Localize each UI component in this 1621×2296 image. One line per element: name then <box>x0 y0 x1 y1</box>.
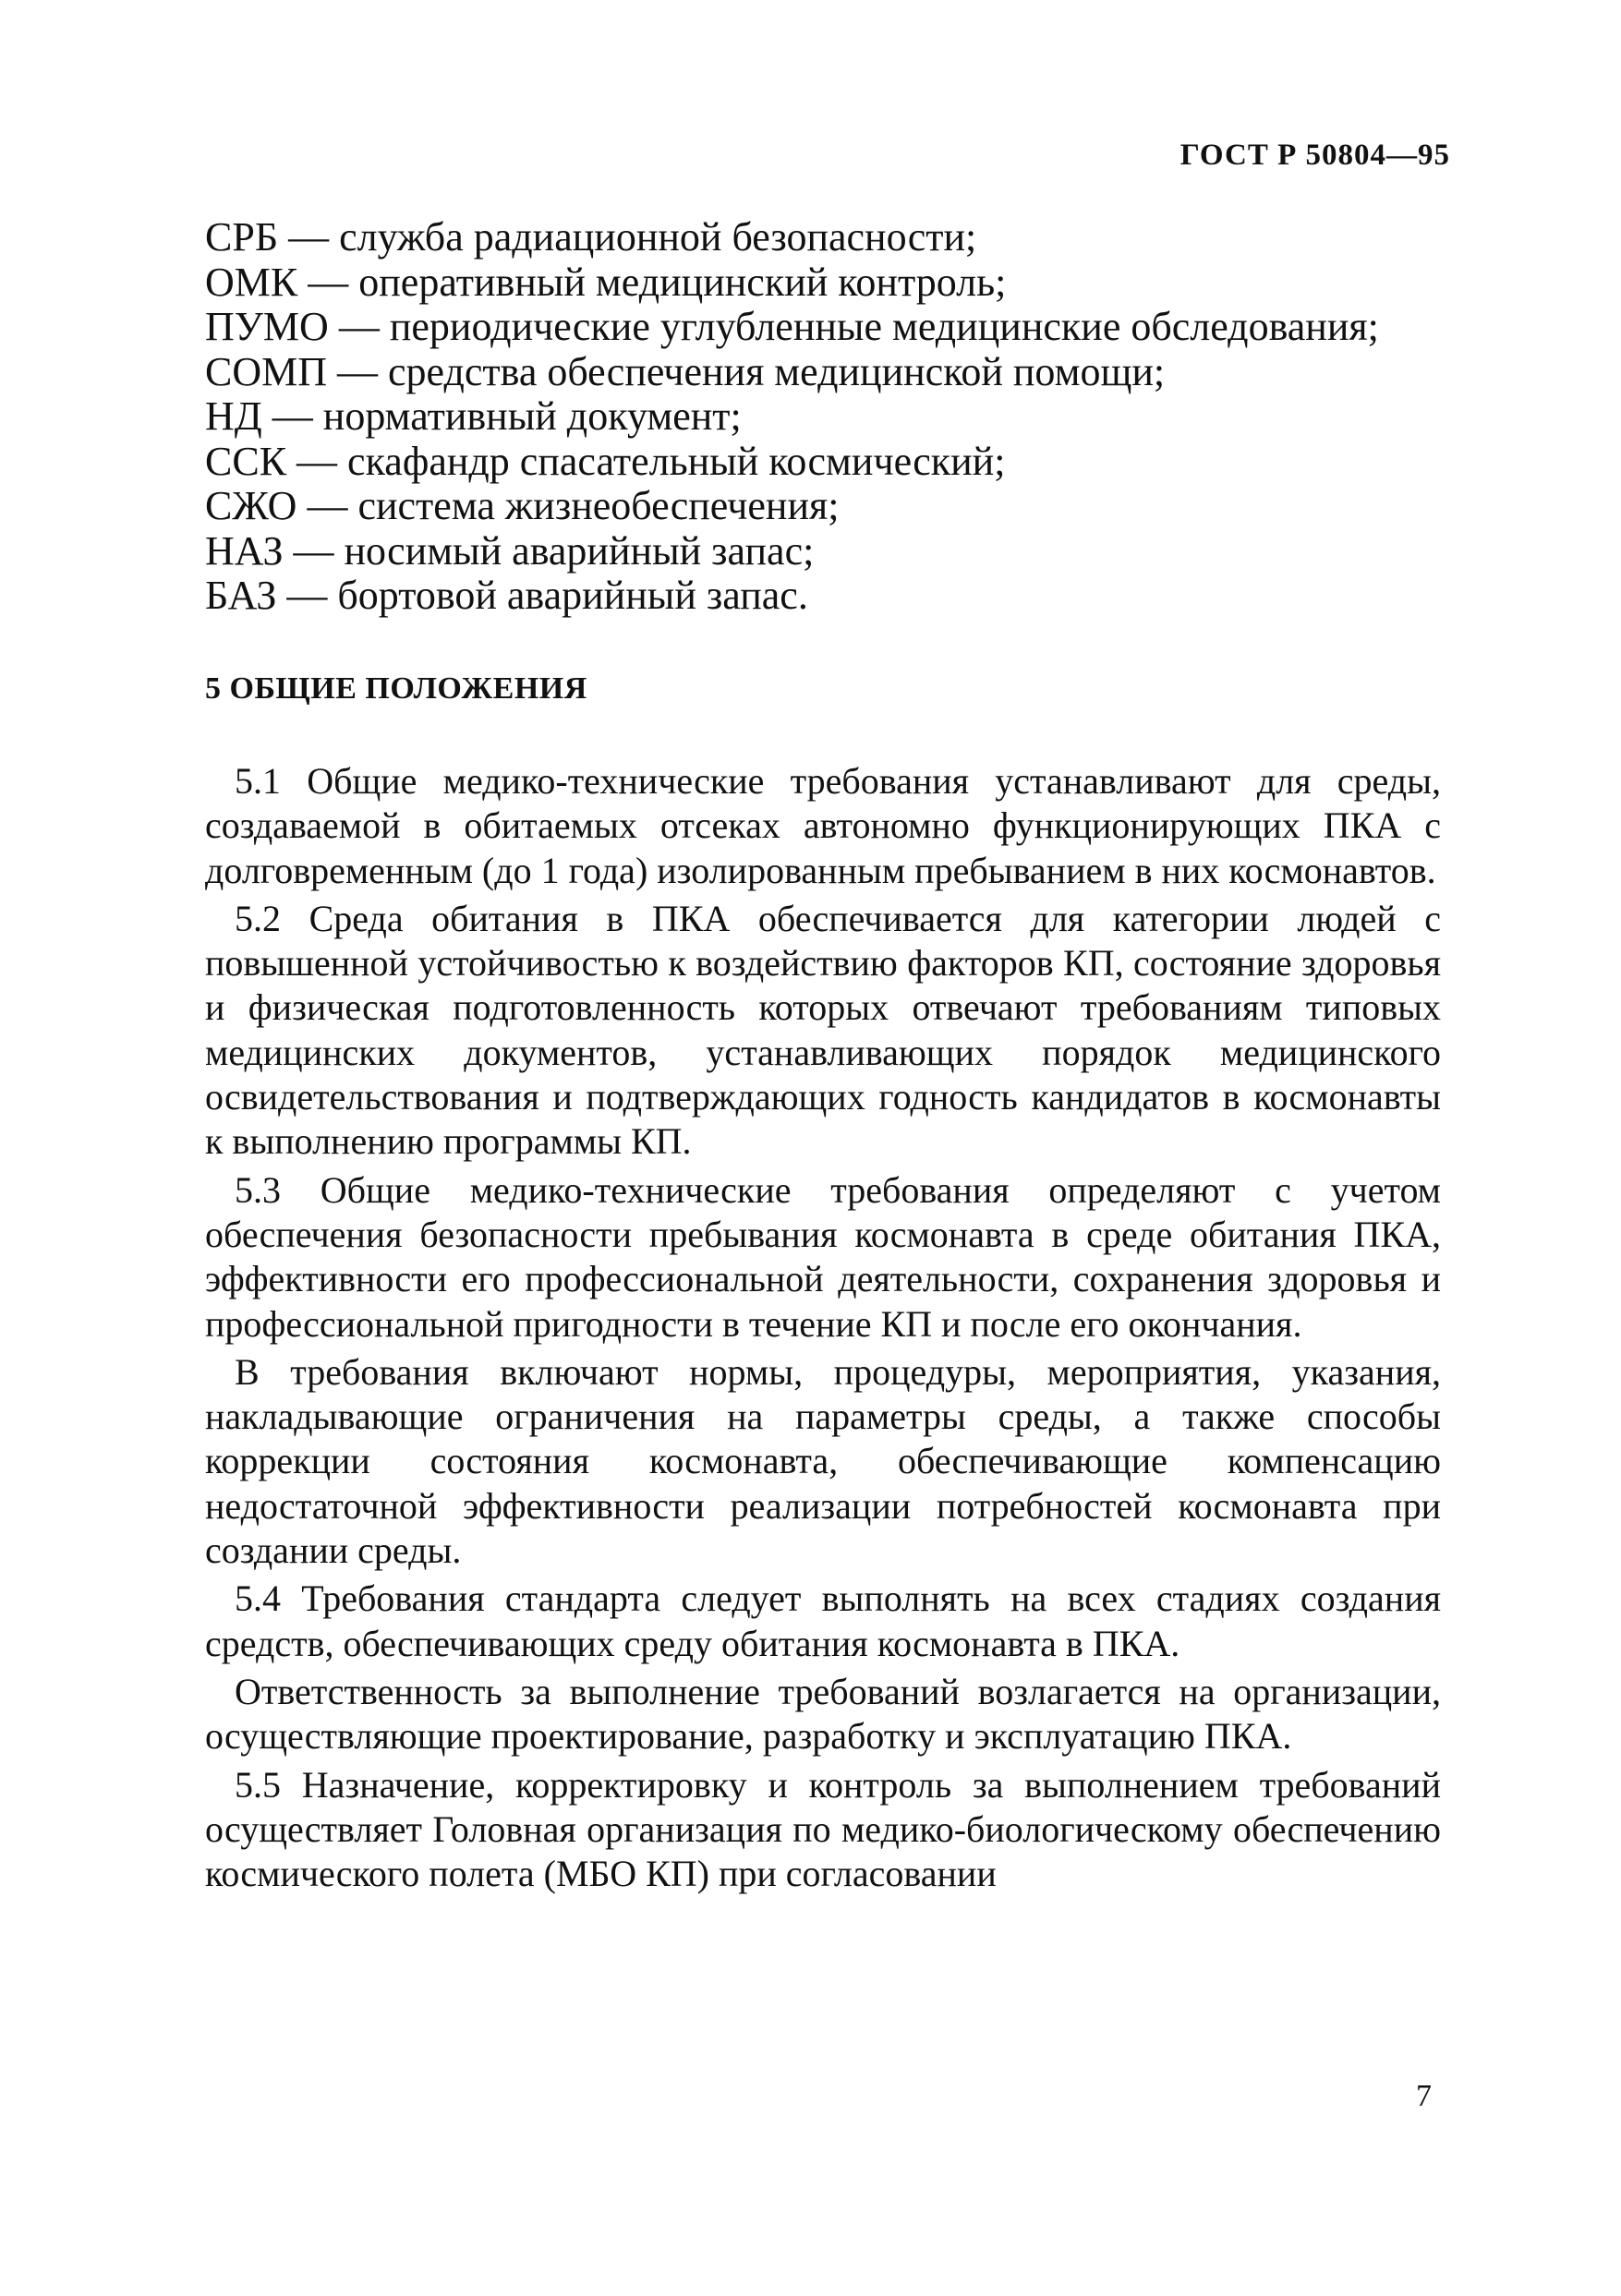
abbreviation-item: ПУМО — периодические углубленные медицинские обследования; <box>205 304 1379 349</box>
abbreviation-item: БАЗ — бортовой аварийный запас. <box>205 573 808 618</box>
paragraph-5-5: 5.5 Назначение, корректировку и контроль за выполнением требований осуществляет Головная организация по медико-биологическому обеспечению космического полета (МБО КП) при согласовании <box>205 1763 1441 1895</box>
abbreviation-list <box>205 215 1452 619</box>
document-code: ГОСТ Р 50804—95 <box>1179 139 1450 172</box>
paragraph-5-1: 5.1 Общие медико-технические требования устанавливают для среды, создаваемой в обитаемых отсеках автономно функционирующих ПКА с долговременным (до 1 года) изолированным пребыванием в них космонавтов. <box>205 760 1441 891</box>
abbreviation-item: ОМК — оперативный медицинский контроль; <box>205 259 1007 305</box>
section-body <box>205 759 1441 1900</box>
abbreviation-item: ССК — скафандр спасательный космический; <box>205 438 1006 484</box>
paragraph-5-2: 5.2 Среда обитания в ПКА обеспечивается для категории людей с повышенной устойчивостью к воздействию факторов КП, состояние здоровья и физическая подготовленность которых отвечают требованиям типовых медицинских документов, устанавливающих порядок медицинского освидетельствования и подтверждающих годность кандидатов в космонавты к выполнению программы КП. <box>205 897 1441 1163</box>
abbreviation-item: НАЗ — носимый аварийный запас; <box>205 527 815 574</box>
paragraph-5-3: 5.3 Общие медико-технические требования определяют с учетом обеспечения безопасности пребывания космонавта в среде обитания ПКА, эффективности его профессиональной деятельности, сохранения здоровья и профессиональной пригодности в течение КП и после его окончания. <box>205 1168 1441 1345</box>
page-number: 7 <box>1416 2079 1432 2113</box>
abbreviation-item: НД — нормативный документ; <box>205 393 742 439</box>
section-heading: 5 ОБЩИЕ ПОЛОЖЕНИЯ <box>205 671 587 706</box>
abbreviation-item: СРБ — служба радиационной безопасности; <box>205 214 977 260</box>
abbreviation-item: СОМП — средства обеспечения медицинской помощи; <box>205 348 1166 394</box>
paragraph-responsibility: Ответственность за выполнение требований возлагается на организации, осуществляющие проектирование, разработку и эксплуатацию ПКА. <box>205 1670 1441 1758</box>
paragraph-requirements-scope: В требования включают нормы, процедуры, мероприятия, указания, накладывающие ограничения на параметры среды, а также способы коррекции состояния космонавта, обеспечивающие компенсацию недостаточной эффективности реализации потребностей космонавта при создании среды. <box>205 1350 1441 1572</box>
abbreviation-item: СЖО — система жизнеобеспечения; <box>205 483 840 528</box>
paragraph-5-4: 5.4 Требования стандарта следует выполнять на всех стадиях создания средств, обеспечивающих среду обитания космонавта в ПКА. <box>205 1577 1441 1664</box>
